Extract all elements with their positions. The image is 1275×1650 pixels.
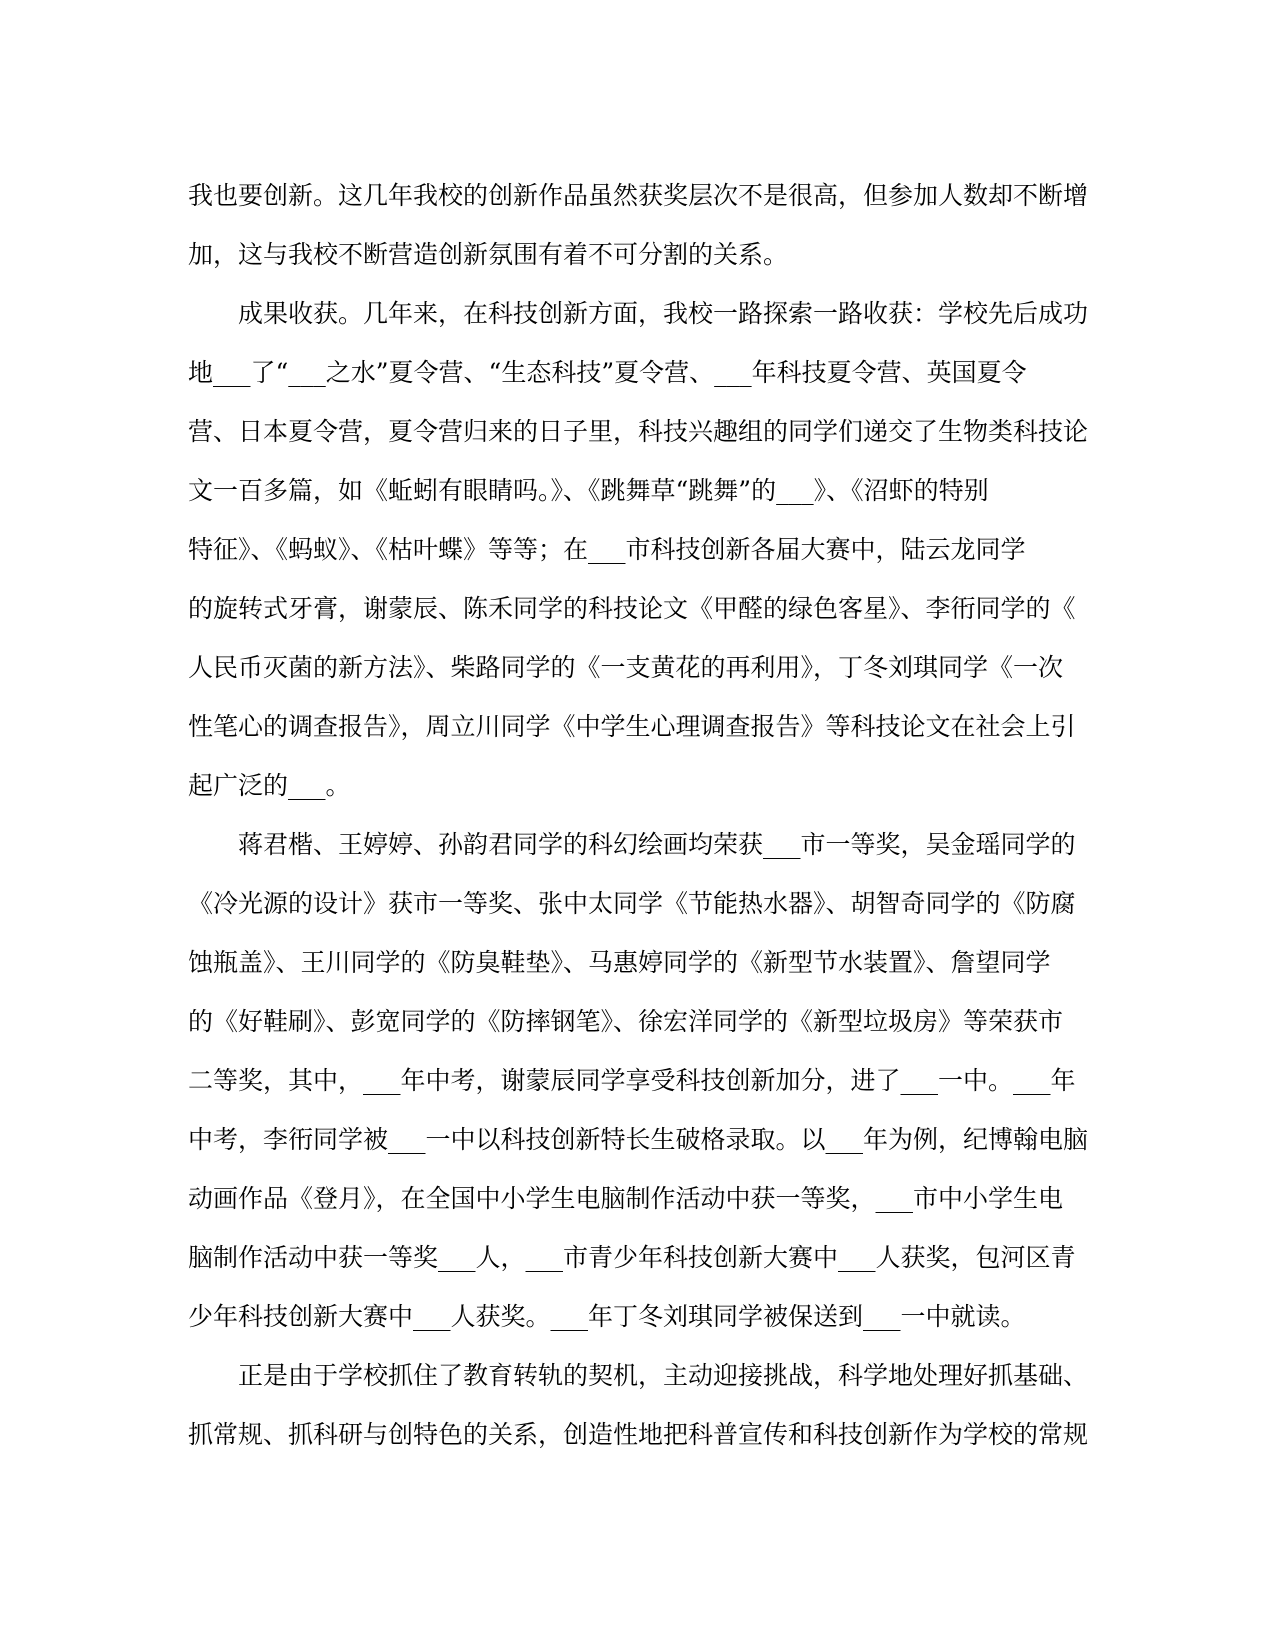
paragraph-2-line-8: 性笔心的调查报告》，周立川同学《中学生心理调查报告》等科技论文在社会上引 <box>188 712 1076 741</box>
paragraph-3-line-7: 动画作品《登月》，在全国中小学生电脑制作活动中获一等奖，___市中小学生电 <box>188 1184 1064 1213</box>
paragraph-3-line-8: 脑制作活动中获一等奖___人，___市青少年科技创新大赛中___人获奖，包河区青 <box>188 1243 1076 1272</box>
paragraph-3-line-3: 蚀瓶盖》、王川同学的《防臭鞋垫》、马惠婷同学的《新型节水装置》、詹望同学 <box>188 948 1051 977</box>
paragraph-2-line-2: 地___了“___之水”夏令营、“生态科技”夏令营、___年科技夏令营、英国夏令 <box>188 358 1027 387</box>
body-text <box>188 166 1088 1464</box>
paragraph-2-line-9: 起广泛的___。 <box>188 771 351 800</box>
paragraph-3-line-4: 的《好鞋刷》、彭宽同学的《防摔钢笔》、徐宏洋同学的《新型垃圾房》等荣获市 <box>188 1007 1064 1036</box>
paragraph-1-line-1: 我也要创新。这几年我校的创新作品虽然获奖层次不是很高，但参加人数却不断增 <box>188 181 1089 210</box>
paragraph-2-line-3: 营、日本夏令营，夏令营归来的日子里，科技兴趣组的同学们递交了生物类科技论 <box>188 417 1089 446</box>
paragraph-2-line-7: 人民币灭菌的新方法》、柴路同学的《一支黄花的再利用》，丁冬刘琪同学《一次 <box>188 653 1064 682</box>
paragraph-3-line-9: 少年科技创新大赛中___人获奖。___年丁冬刘琪同学被保送到___一中就读。 <box>188 1302 1026 1331</box>
paragraph-2-line-4: 文一百多篇，如《蚯蚓有眼睛吗。》、《跳舞草“跳舞”的___》、《沼虾的特别 <box>188 476 989 505</box>
paragraph-3-line-1: 蒋君楷、王婷婷、孙韵君同学的科幻绘画均荣获___市一等奖，吴金瑶同学的 <box>238 830 1076 859</box>
paragraph-2-line-6: 的旋转式牙膏，谢蒙辰、陈禾同学的科技论文《甲醛的绿色客星》、李衎同学的《 <box>188 594 1076 623</box>
paragraph-3-line-2: 《冷光源的设计》获市一等奖、张中太同学《节能热水器》、胡智奇同学的《防腐 <box>188 889 1076 918</box>
paragraph-4-line-2: 抓常规、抓科研与创特色的关系，创造性地把科普宣传和科技创新作为学校的常规 <box>188 1420 1089 1449</box>
paragraph-4-line-1: 正是由于学校抓住了教育转轨的契机，主动迎接挑战，科学地处理好抓基础、 <box>238 1361 1089 1390</box>
paragraph-1-line-2: 加，这与我校不断营造创新氛围有着不可分割的关系。 <box>188 240 789 269</box>
paragraph-2-line-1: 成果收获。几年来，在科技创新方面，我校一路探索一路收获：学校先后成功 <box>238 299 1089 328</box>
paragraph-3-line-5: 二等奖，其中，___年中考，谢蒙辰同学享受科技创新加分，进了___一中。___年 <box>188 1066 1076 1095</box>
paragraph-2-line-5: 特征》、《蚂蚁》、《枯叶蝶》等等；在___市科技创新各届大赛中，陆云龙同学 <box>188 535 1026 564</box>
paragraph-3-line-6: 中考，李衎同学被___一中以科技创新特长生破格录取。以___年为例，纪博翰电脑 <box>188 1125 1089 1154</box>
